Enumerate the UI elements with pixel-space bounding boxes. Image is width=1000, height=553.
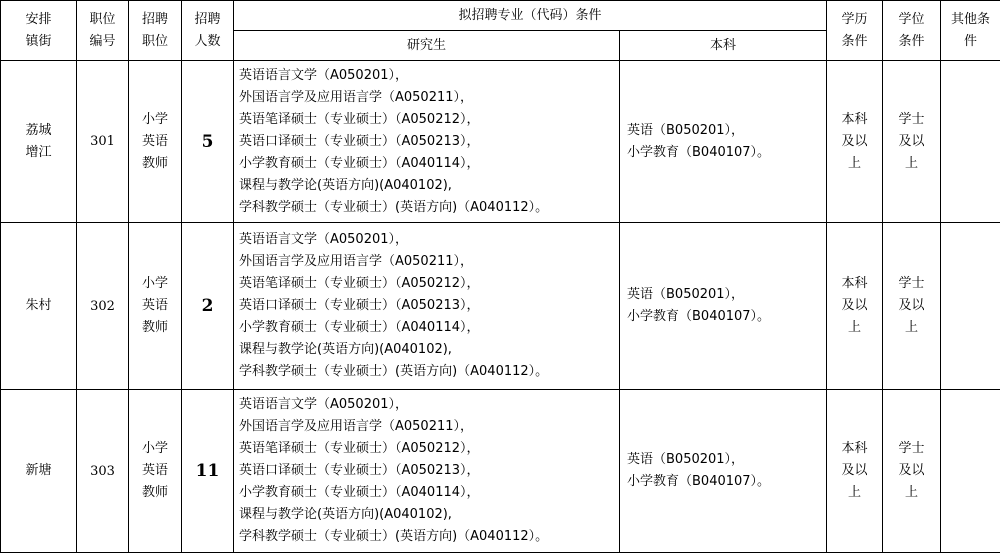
graduate-major-item: 学科教学硕士（专业硕士）(英语方向)（A040112）。: [239, 197, 619, 219]
graduate-major-item: 小学教育硕士（专业硕士）（A040114），: [239, 153, 619, 175]
graduate-major-item: 小学教育硕士（专业硕士）（A040114），: [239, 482, 619, 504]
position-cell: 小学 英语 教师: [129, 223, 182, 390]
education-cell: 本科 及以 上: [827, 223, 883, 390]
graduate-major-item: 英语笔译硕士（专业硕士）（A050212），: [239, 273, 619, 295]
graduate-major-item: 课程与教学论(英语方向)(A040102),: [239, 175, 619, 197]
degree-cell: 学士 及以 上: [883, 223, 941, 390]
other-cell: [941, 61, 1000, 223]
header-major-group: 拟招聘专业（代码）条件: [234, 1, 827, 31]
undergrad-major-item: 英语（B050201），: [627, 449, 826, 471]
degree-cell: 学士 及以 上: [883, 61, 941, 223]
graduate-major-item: 课程与教学论(英语方向)(A040102),: [239, 339, 619, 361]
header-count: 招聘 人数: [182, 1, 234, 61]
count-cell: 5: [182, 61, 234, 223]
other-cell: [941, 390, 1000, 553]
graduate-majors-cell: [234, 390, 620, 553]
graduate-major-item: 英语口译硕士（专业硕士）（A050213），: [239, 295, 619, 317]
header-undergrad: 本科: [620, 31, 827, 61]
graduate-major-item: 外国语言学及应用语言学（A050211），: [239, 251, 619, 273]
count-cell: 2: [182, 223, 234, 390]
undergrad-majors-cell: [620, 223, 827, 390]
undergrad-majors-cell: [620, 390, 827, 553]
undergrad-major-item: 小学教育（B040107）。: [627, 306, 826, 328]
district-cell: 新塘: [1, 390, 77, 553]
code-cell: 301: [77, 61, 129, 223]
other-cell: [941, 223, 1000, 390]
graduate-major-item: 英语口译硕士（专业硕士）（A050213），: [239, 460, 619, 482]
education-cell: 本科 及以 上: [827, 61, 883, 223]
header-district: 安排 镇街: [1, 1, 77, 61]
position-cell: 小学 英语 教师: [129, 61, 182, 223]
header-degree: 学位 条件: [883, 1, 941, 61]
header-position: 招聘 职位: [129, 1, 182, 61]
graduate-major-item: 英语笔译硕士（专业硕士）（A050212），: [239, 109, 619, 131]
graduate-major-item: 学科教学硕士（专业硕士）(英语方向)（A040112）。: [239, 361, 619, 383]
table-row: [1, 61, 1000, 223]
graduate-major-item: 学科教学硕士（专业硕士）(英语方向)（A040112）。: [239, 526, 619, 548]
header-graduate: 研究生: [234, 31, 620, 61]
graduate-major-item: 外国语言学及应用语言学（A050211），: [239, 416, 619, 438]
degree-cell: 学士 及以 上: [883, 390, 941, 553]
undergrad-major-item: 英语（B050201），: [627, 284, 826, 306]
count-cell: 11: [182, 390, 234, 553]
graduate-major-item: 英语语言文学（A050201），: [239, 229, 619, 251]
header-code: 职位 编号: [77, 1, 129, 61]
header-other: 其他条 件: [941, 1, 1000, 61]
table-row: [1, 223, 1000, 390]
graduate-major-item: 课程与教学论(英语方向)(A040102),: [239, 504, 619, 526]
graduate-major-item: 英语笔译硕士（专业硕士）（A050212），: [239, 438, 619, 460]
graduate-major-item: 英语口译硕士（专业硕士）（A050213），: [239, 131, 619, 153]
undergrad-major-item: 英语（B050201），: [627, 120, 826, 142]
education-cell: 本科 及以 上: [827, 390, 883, 553]
graduate-major-item: 英语语言文学（A050201），: [239, 394, 619, 416]
district-cell: 荔城 增江: [1, 61, 77, 223]
undergrad-major-item: 小学教育（B040107）。: [627, 471, 826, 493]
graduate-major-item: 小学教育硕士（专业硕士）（A040114），: [239, 317, 619, 339]
graduate-major-item: 外国语言学及应用语言学（A050211），: [239, 87, 619, 109]
code-cell: 303: [77, 390, 129, 553]
district-cell: 朱村: [1, 223, 77, 390]
graduate-majors-cell: [234, 223, 620, 390]
graduate-majors-cell: [234, 61, 620, 223]
undergrad-major-item: 小学教育（B040107）。: [627, 142, 826, 164]
graduate-major-item: 英语语言文学（A050201），: [239, 65, 619, 87]
code-cell: 302: [77, 223, 129, 390]
table-row: [1, 390, 1000, 553]
header-education: 学历 条件: [827, 1, 883, 61]
position-cell: 小学 英语 教师: [129, 390, 182, 553]
undergrad-majors-cell: [620, 61, 827, 223]
